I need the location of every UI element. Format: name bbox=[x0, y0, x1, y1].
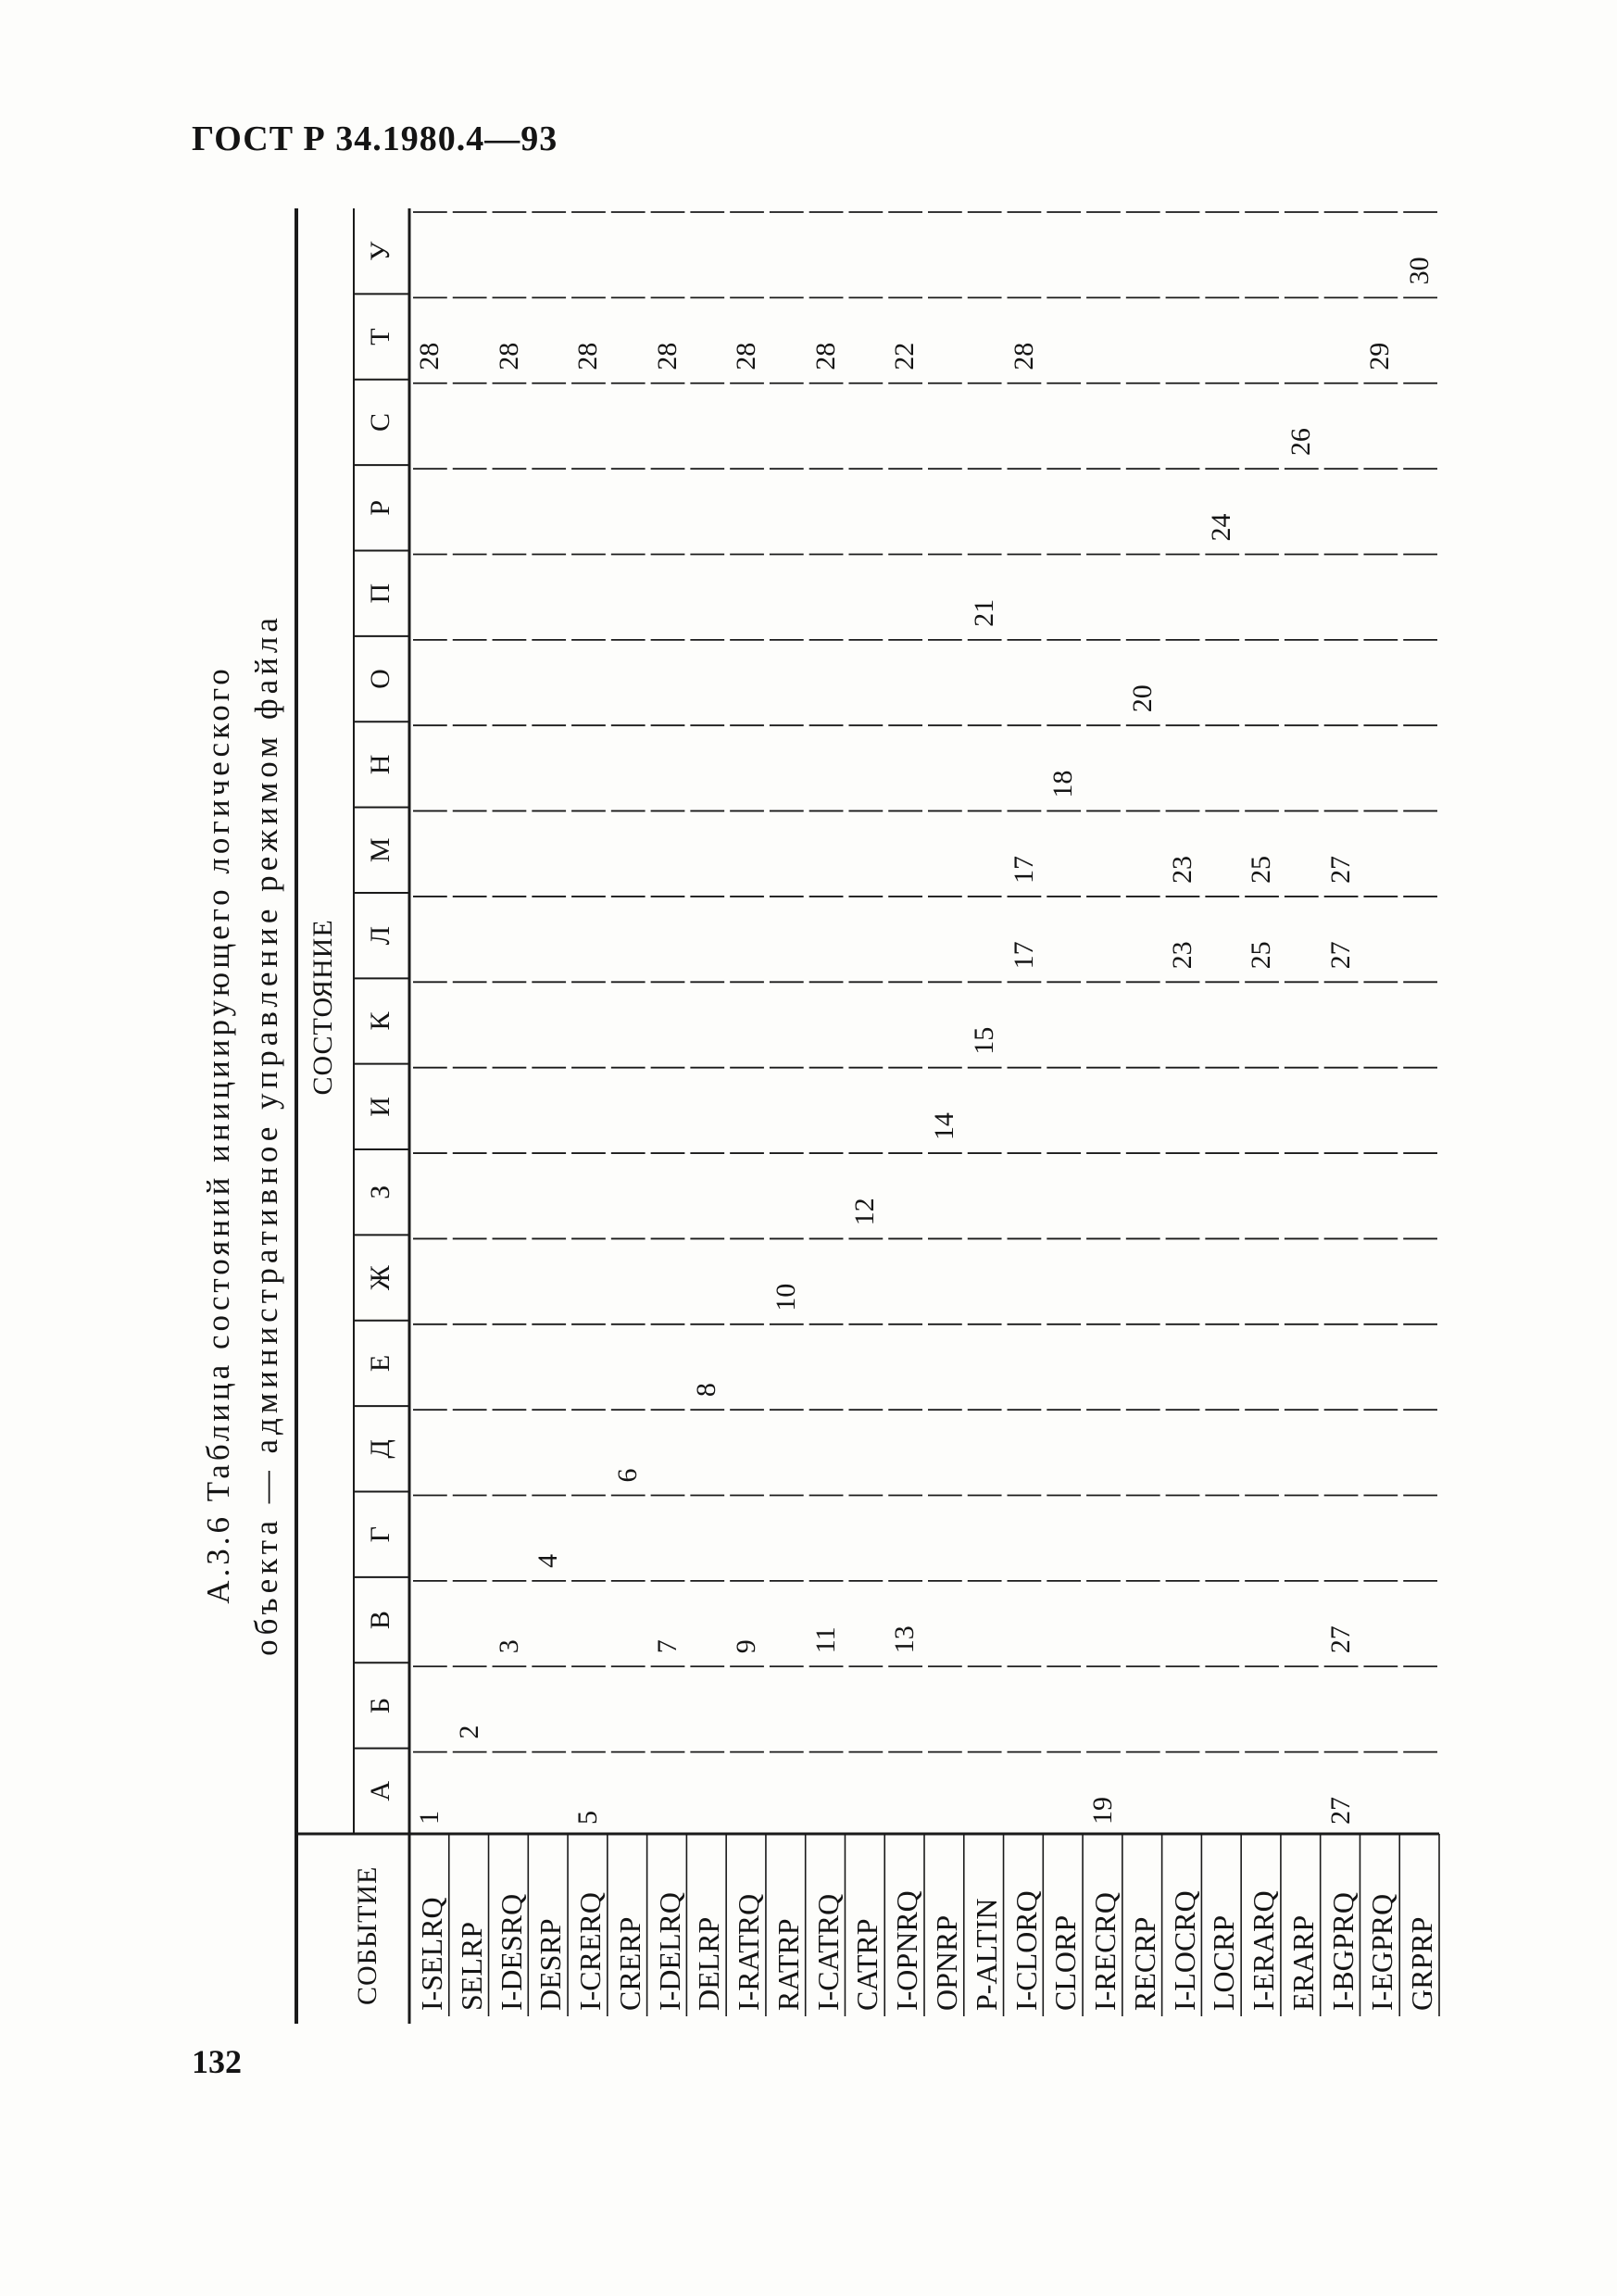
event-row-label: CATRP bbox=[850, 1918, 884, 2011]
state-header-5: Д bbox=[365, 1439, 395, 1459]
state-header-3: В bbox=[365, 1611, 395, 1630]
transition-cell: 28 bbox=[809, 342, 841, 370]
transition-cell: 8 bbox=[691, 1383, 722, 1398]
event-row-label: I-EGPRQ bbox=[1365, 1893, 1399, 2011]
event-row-label: CRERP bbox=[612, 1916, 646, 2011]
event-row-label: I-SELRQ bbox=[415, 1897, 448, 2011]
transition-cell: 7 bbox=[651, 1639, 683, 1654]
transition-cell: 1 bbox=[414, 1811, 445, 1825]
transition-cell: 11 bbox=[809, 1626, 841, 1654]
event-row-label: I-BGPRQ bbox=[1325, 1891, 1360, 2011]
transition-cell: 20 bbox=[1126, 684, 1158, 713]
state-header-11: Л bbox=[365, 925, 395, 946]
transition-cell: 23 bbox=[1166, 941, 1197, 970]
state-header-13: Н bbox=[365, 754, 395, 775]
event-row-label: RATRP bbox=[771, 1918, 805, 2011]
state-header-18: Т bbox=[365, 328, 395, 345]
state-header-15: П bbox=[365, 583, 395, 604]
transition-cell: 28 bbox=[1008, 342, 1039, 370]
state-header-6: Е bbox=[365, 1354, 395, 1373]
table-caption bbox=[194, 208, 291, 2061]
event-row-label: I-OPNRQ bbox=[890, 1890, 924, 2011]
state-header-1: А bbox=[365, 1781, 395, 1801]
transition-cell: 28 bbox=[493, 342, 524, 370]
event-row-label: P-ALTIN bbox=[969, 1898, 1003, 2011]
transition-cell: 25 bbox=[1246, 941, 1277, 970]
transition-cell: 28 bbox=[731, 342, 762, 370]
transition-cell: 25 bbox=[1246, 855, 1277, 884]
transition-cell: 13 bbox=[889, 1625, 921, 1654]
state-header-19: У bbox=[365, 241, 395, 261]
event-row-label: OPNRP bbox=[930, 1914, 963, 2011]
event-row-label: I-CATRQ bbox=[810, 1893, 845, 2011]
state-header-17: С bbox=[365, 412, 395, 432]
transition-cell: 22 bbox=[889, 342, 921, 370]
transition-cell: 24 bbox=[1206, 513, 1237, 542]
transition-cell: 6 bbox=[611, 1468, 643, 1483]
transition-cell: 17 bbox=[1008, 941, 1039, 970]
event-row-label: I-ERARQ bbox=[1247, 1890, 1281, 2011]
transition-cell: 29 bbox=[1364, 342, 1396, 370]
event-column-header: СОБЫТИЕ bbox=[352, 1865, 382, 2005]
transition-cell: 14 bbox=[929, 1112, 959, 1141]
transition-cell: 17 bbox=[1008, 855, 1039, 884]
state-header-16: Р bbox=[365, 499, 395, 516]
transition-cell: 26 bbox=[1285, 428, 1316, 457]
transition-cell: 12 bbox=[849, 1198, 881, 1226]
transition-cell: 9 bbox=[731, 1639, 762, 1654]
state-header-7: Ж bbox=[365, 1265, 395, 1291]
transition-cell: 27 bbox=[1324, 941, 1356, 970]
event-row-label: I-RECRQ bbox=[1088, 1892, 1122, 2011]
transition-cell: 21 bbox=[968, 598, 999, 627]
transition-cell: 23 bbox=[1166, 855, 1197, 884]
event-row-label: RECRP bbox=[1127, 1916, 1161, 2011]
transition-cell: 27 bbox=[1324, 855, 1356, 884]
transition-cell: 4 bbox=[533, 1553, 564, 1568]
table-rules bbox=[296, 208, 1463, 2024]
transition-cell: 19 bbox=[1087, 1797, 1119, 1825]
transition-cell: 28 bbox=[414, 342, 445, 370]
event-row-label: I-CLORQ bbox=[1009, 1890, 1043, 2011]
transition-cell: 27 bbox=[1324, 1625, 1356, 1654]
page-number: 132 bbox=[192, 2043, 242, 2080]
transition-cell: 5 bbox=[572, 1811, 604, 1825]
document-header: ГОСТ Р 34.1980.4—93 bbox=[192, 119, 558, 158]
transition-cell: 2 bbox=[453, 1725, 484, 1739]
transition-cell: 18 bbox=[1047, 770, 1079, 798]
transition-cell: 30 bbox=[1404, 257, 1435, 285]
state-header-14: О bbox=[365, 669, 395, 689]
event-row-label: I-CRERQ bbox=[573, 1892, 608, 2011]
transition-cell: 3 bbox=[493, 1639, 524, 1654]
state-header-12: М bbox=[365, 837, 395, 863]
state-header-10: К bbox=[365, 1011, 395, 1031]
transition-cell: 15 bbox=[968, 1026, 999, 1055]
event-row-label: ERARP bbox=[1285, 1914, 1320, 2011]
event-row-label: I-RATRQ bbox=[732, 1893, 766, 2011]
state-header-9: И bbox=[365, 1097, 395, 1117]
event-row-label: LOCRP bbox=[1207, 1914, 1241, 2011]
event-row-label: GRPRP bbox=[1405, 1916, 1439, 2011]
state-header-4: Г bbox=[365, 1526, 395, 1543]
transition-cell: 28 bbox=[572, 342, 604, 370]
event-row-label: I-LOCRQ bbox=[1167, 1890, 1201, 2011]
state-table bbox=[296, 208, 1463, 2024]
rotated-table-block bbox=[194, 208, 1463, 2061]
transition-cell: 28 bbox=[651, 342, 683, 370]
event-row-label: SELRP bbox=[454, 1921, 488, 2011]
event-row-label: I-DELRQ bbox=[652, 1892, 686, 2011]
state-header-2: Б bbox=[365, 1697, 395, 1714]
state-header-8: З bbox=[365, 1185, 395, 1199]
event-row-label: DESRP bbox=[533, 1918, 568, 2011]
transition-cell: 10 bbox=[770, 1283, 801, 1311]
event-row-label: DELRP bbox=[692, 1916, 726, 2011]
transition-cell: 27 bbox=[1324, 1797, 1356, 1825]
event-row-label: CLORP bbox=[1048, 1914, 1083, 2011]
state-column-header: СОСТОЯНИЕ bbox=[307, 919, 338, 1096]
event-row-label: I-DESRQ bbox=[494, 1893, 528, 2011]
caption-line-1: А.3.6 Таблица состояний инициирующего логического bbox=[200, 665, 236, 1604]
caption-line-2: объекта — административное управление режимом файла bbox=[248, 613, 284, 1656]
